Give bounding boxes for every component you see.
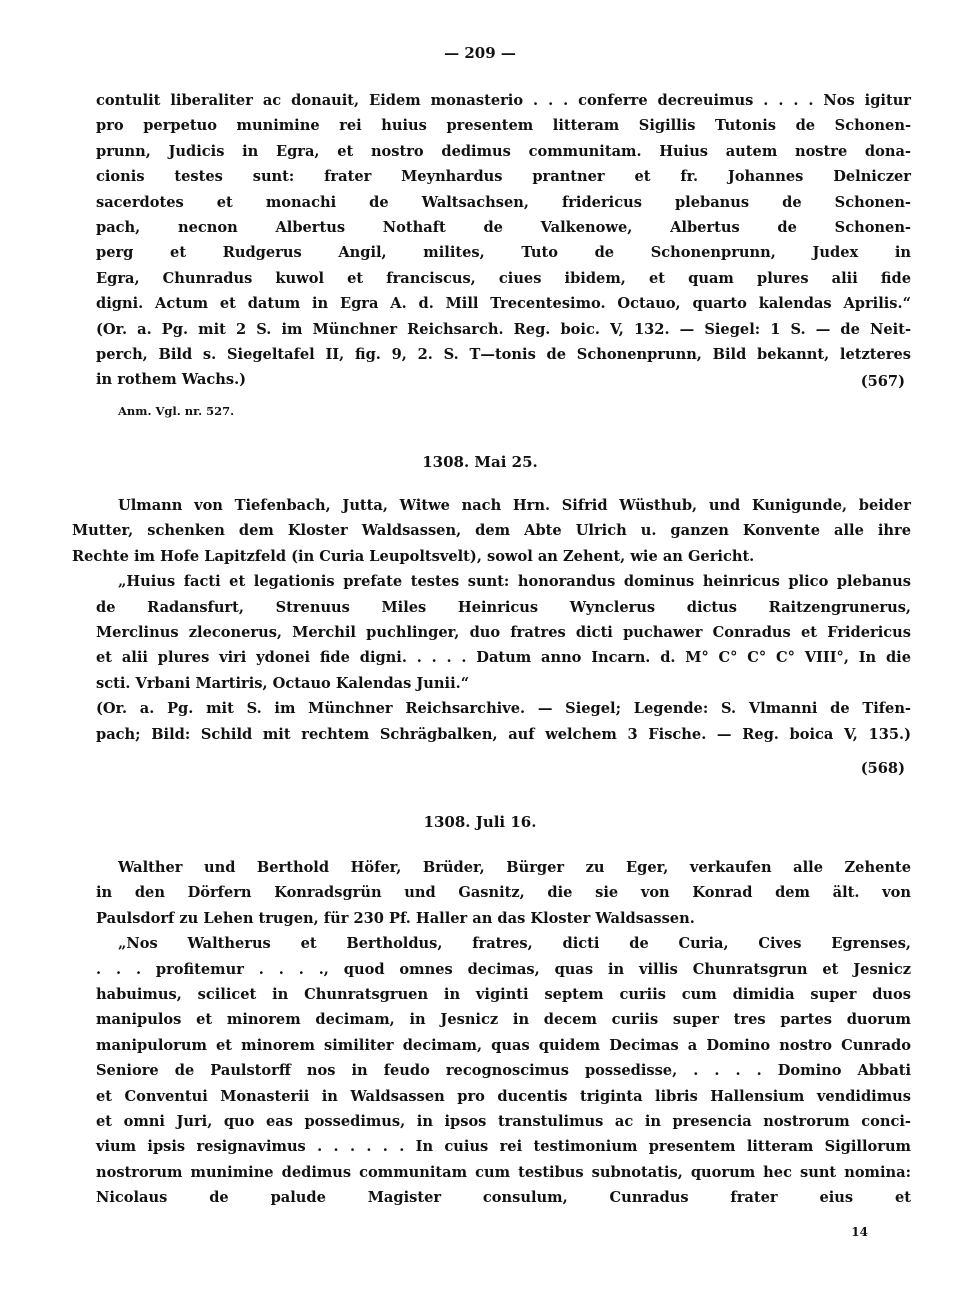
charter-date-heading: 1308. Mai 25.	[422, 453, 538, 471]
text-line: in rothem Wachs.)	[96, 371, 247, 389]
text-line: et alii plures viri ydonei fide digni. . . . . Datum anno Incarn. d. M° C° C° C° VIII°, In die	[96, 649, 911, 667]
text-line: in den Dörfern Konradsgrün und Gasnitz, die sie von Konrad dem ält. von	[96, 884, 911, 902]
text-line: Mutter, schenken dem Kloster Waldsassen, dem Abte Ulrich u. ganzen Konvente alle ihre	[72, 522, 911, 540]
text-line: pro perpetuo munimine rei huius presentem litteram Sigillis Tutonis de Schonen-	[96, 117, 911, 135]
annotation-note: Anm. Vgl. nr. 527.	[118, 404, 235, 418]
text-line: (Or. a. Pg. mit S. im Münchner Reichsarchive. — Siegel; Legende: S. Vlmanni de Tifen-	[96, 700, 911, 718]
charter-number: (568)	[860, 760, 905, 777]
charter-number: (567)	[860, 373, 905, 390]
text-line: pach; Bild: Schild mit rechtem Schrägbalken, auf welchem 3 Fische. — Reg. boica V, 135.)	[96, 725, 911, 743]
text-line: habuimus, scilicet in Chunratsgruen in viginti septem curiis cum dimidia super duos	[96, 985, 911, 1003]
text-line: contulit liberaliter ac donauit, Eidem monasterio . . . conferre decreuimus . . . . Nos igitur	[96, 92, 911, 109]
text-line: . . . profitemur . . . ., quod omnes decimas, quas in villis Chunratsgrun et Jesnicz	[96, 960, 911, 978]
text-line: vium ipsis resignavimus . . . . . . In cuius rei testimonium presentem litteram Sigillorum	[96, 1138, 911, 1156]
text-line: de Radansfurt, Strenuus Miles Heinricus Wynclerus dictus Raitzengrunerus,	[96, 598, 911, 616]
text-line: Rechte im Hofe Lapitzfeld (in Curia Leupoltsvelt), sowol an Zehent, wie an Gericht.	[72, 547, 755, 565]
text-line: Walther und Berthold Höfer, Brüder, Bürger zu Eger, verkaufen alle Zehente	[118, 859, 911, 876]
charter-567-text	[96, 88, 911, 393]
text-line: Merclinus zleconerus, Merchil puchlinger, duo fratres dicti puchawer Conradus et Fridericus	[96, 623, 911, 641]
text-line: Paulsdorf zu Lehen trugen, für 230 Pf. Haller an das Kloster Waldsassen.	[96, 909, 695, 927]
charter-569-text	[96, 855, 911, 1210]
text-line: „Huius facti et legationis prefate testes sunt: honorandus dominus heinricus plico plebanus	[118, 573, 911, 591]
charter-568-text	[72, 493, 911, 747]
text-line: prunn, Judicis in Egra, et nostro dedimus communitam. Huius autem nostre dona-	[96, 142, 911, 160]
text-line: Ulmann von Tiefenbach, Jutta, Witwe nach Hrn. Sifrid Wüsthub, und Kunigunde, beider	[118, 497, 911, 514]
text-line: cionis testes sunt: frater Meynhardus prantner et fr. Johannes Delniczer	[96, 168, 911, 186]
text-line: nostrorum munimine dedimus communitam cum testibus subnotatis, quorum hec sunt nomina:	[96, 1163, 911, 1181]
text-line: Seniore de Paulstorff nos in feudo recognoscimus possedisse, . . . . Domino Abbati	[96, 1062, 911, 1080]
text-line: manipulos et minorem decimam, in Jesnicz in decem curiis super tres partes duorum	[96, 1011, 911, 1029]
text-line: et Conventui Monasterii in Waldsassen pro ducentis triginta libris Hallensium vendidimus	[96, 1087, 911, 1105]
page-number: — 209 —	[444, 44, 516, 62]
text-line: pach, necnon Albertus Nothaft de Valkenowe, Albertus de Schonen-	[96, 218, 911, 236]
text-line: et omni Juri, quo eas possedimus, in ipsos transtulimus ac in presencia nostrorum conci-	[96, 1112, 911, 1130]
text-line: perch, Bild s. Siegeltafel II, fig. 9, 2. S. T—tonis de Schonenprunn, Bild bekannt, letzteres	[96, 345, 911, 363]
text-line: „Nos Waltherus et Bertholdus, fratres, dicti de Curia, Cives Egrenses,	[118, 935, 911, 953]
text-line: Nicolaus de palude Magister consulum, Cunradus frater eius et	[96, 1189, 911, 1207]
text-line: scti. Vrbani Martiris, Octauo Kalendas Junii.“	[96, 674, 470, 692]
text-line: Egra, Chunradus kuwol et franciscus, ciues ibidem, et quam plures alii fide	[96, 269, 911, 287]
charter-date-heading: 1308. Juli 16.	[423, 813, 537, 831]
text-line: (Or. a. Pg. mit 2 S. im Münchner Reichsarch. Reg. boic. V, 132. — Siegel: 1 S. — de Neit-	[96, 320, 911, 338]
text-line: manipulorum et minorem similiter decimam, quas quidem Decimas a Domino nostro Cunrado	[96, 1036, 911, 1054]
text-line: digni. Actum et datum in Egra A. d. Mill Trecentesimo. Octauo, quarto kalendas Aprilis.“	[96, 295, 911, 313]
text-line: sacerdotes et monachi de Waltsachsen, fridericus plebanus de Schonen-	[96, 193, 911, 211]
text-line: perg et Rudgerus Angil, milites, Tuto de Schonenprunn, Judex in	[96, 244, 911, 262]
signature-mark: 14	[851, 1225, 868, 1239]
